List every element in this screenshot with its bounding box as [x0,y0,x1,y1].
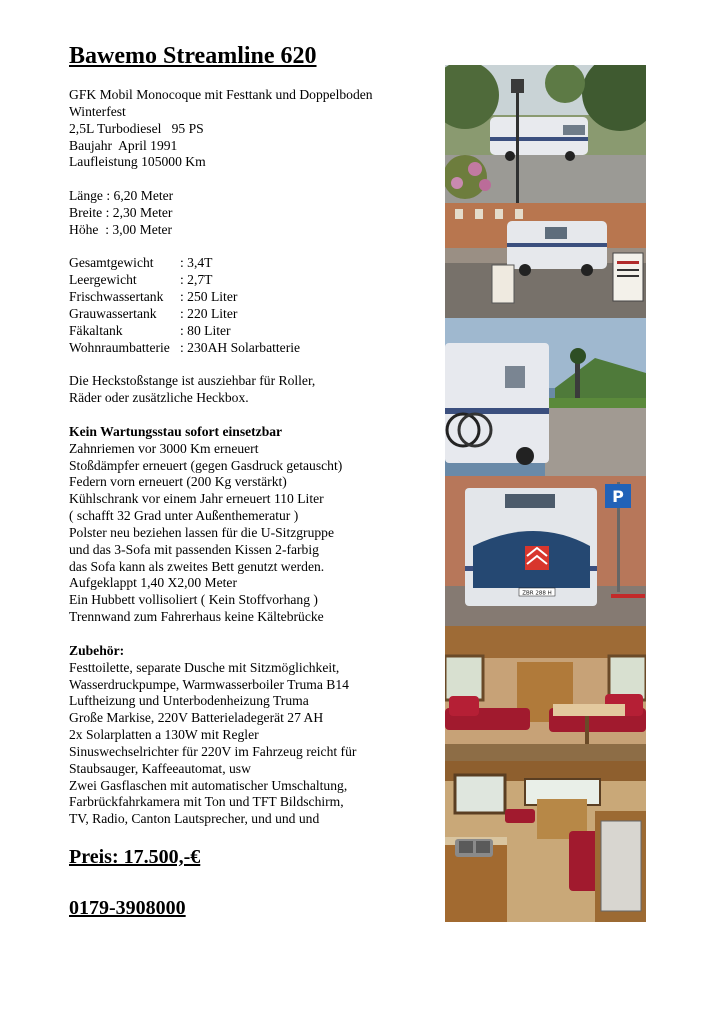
listing-title: Bawemo Streamline 620 [69,43,317,69]
spec-key: Wohnraumbatterie [69,339,170,355]
accessory-line: 2x Solarplatten a 130W mit Regler [69,727,259,743]
intro-line: Baujahr April 1991 [69,137,178,153]
phone-number: 0179-3908000 [69,897,186,919]
photo-column [445,65,646,922]
spec-value: : 2,7T [180,272,213,288]
note-line: Räder oder zusätzliche Heckbox. [69,390,249,406]
spec-row [69,289,439,306]
intro-line: 2,5L Turbodiesel 95 PS [69,120,204,136]
intro-section [69,87,439,171]
spec-row [69,340,439,357]
spec-key: Grauwassertank [69,305,157,321]
photo-side-bike-rack [445,318,646,476]
maintenance-line: Aufgeklappt 1,40 X2,00 Meter [69,575,237,591]
intro-line: Laufleistung 105000 Km [69,154,206,170]
photo-interior-seating [445,626,646,761]
description [69,87,439,828]
photo-exterior-dealer [445,203,646,318]
accessory-line: Farbrückfahrkamera mit Ton und TFT Bildschirm, [69,794,344,810]
spec-key: Frischwassertank [69,289,164,305]
maintenance-line: das Sofa kann als zweites Bett genutzt werden. [69,558,325,574]
spec-value: : 80 Liter [180,322,231,338]
note-line: Die Heckstoßstange ist ausziehbar für Roller, [69,373,316,389]
intro-line: GFK Mobil Monocoque mit Festtank und Doppelboden [69,87,373,102]
accessories-heading: Zubehör: [69,642,125,658]
spec-row [69,272,439,289]
rear-bumper-note [69,373,439,407]
photo-interior-kitchen [445,761,646,922]
photo-rear-view [445,476,646,626]
maintenance-line: Polster neu beziehen lassen für die U-Sitzgruppe [69,524,334,540]
maintenance-section [69,424,439,626]
maintenance-heading: Kein Wartungsstau sofort einsetzbar [69,423,283,439]
spec-row [69,255,439,272]
accessory-line: Festtoilette, separate Dusche mit Sitzmöglichkeit, [69,659,340,675]
spec-key: Gesamtgewicht [69,255,154,271]
spec-value: : 3,4T [180,255,213,271]
photo-exterior-street [445,65,646,203]
maintenance-line: und das 3-Sofa mit passenden Kissen 2-farbig [69,541,319,557]
accessory-line: Wasserdruckpumpe, Warmwasserboiler Truma B14 [69,676,349,692]
spec-key: Fäkaltank [69,322,123,338]
accessory-line: Große Markise, 220V Batterieladegerät 27 AH [69,710,324,726]
accessory-line: Staubsauger, Kaffeeautomat, usw [69,760,251,776]
spec-value: : 220 Liter [180,305,238,321]
license-plate: ZBR 288 H [522,590,552,597]
maintenance-line: Stoßdämpfer erneuert (gegen Gasdruck getauscht) [69,457,343,473]
dimension-line: Höhe : 3,00 Meter [69,221,173,237]
maintenance-line: ( schafft 32 Grad unter Außenthemeratur ) [69,508,299,524]
accessory-line: Sinuswechselrichter für 220V im Fahrzeug reicht für [69,743,357,759]
specs-table [69,255,439,356]
maintenance-line: Zahnriemen vor 3000 Km erneuert [69,440,259,456]
price: Preis: 17.500,-€ [69,846,201,868]
spec-value: : 250 Liter [180,289,238,305]
maintenance-line: Kühlschrank vor einem Jahr erneuert 110 Liter [69,491,324,507]
dimension-line: Breite : 2,30 Meter [69,204,173,220]
intro-line: Winterfest [69,103,126,119]
maintenance-line: Trennwand zum Fahrerhaus keine Kältebrücke [69,609,324,625]
accessories-section [69,643,439,828]
dimension-line: Länge : 6,20 Meter [69,188,174,204]
parking-sign: P [612,487,624,506]
spec-row [69,306,439,323]
spec-key: Leergewicht [69,272,137,288]
spec-value: : 230AH Solarbatterie [180,339,301,355]
dimensions-section [69,188,439,239]
accessory-line: Luftheizung und Unterbodenheizung Truma [69,693,309,709]
accessory-line: TV, Radio, Canton Lautsprecher, und und und [69,811,320,827]
maintenance-line: Ein Hubbett vollisoliert ( Kein Stoffvorhang ) [69,592,318,608]
spec-row [69,323,439,340]
maintenance-line: Federn vorn erneuert (200 Kg verstärkt) [69,474,287,490]
accessory-line: Zwei Gasflaschen mit automatischer Umschaltung, [69,777,348,793]
